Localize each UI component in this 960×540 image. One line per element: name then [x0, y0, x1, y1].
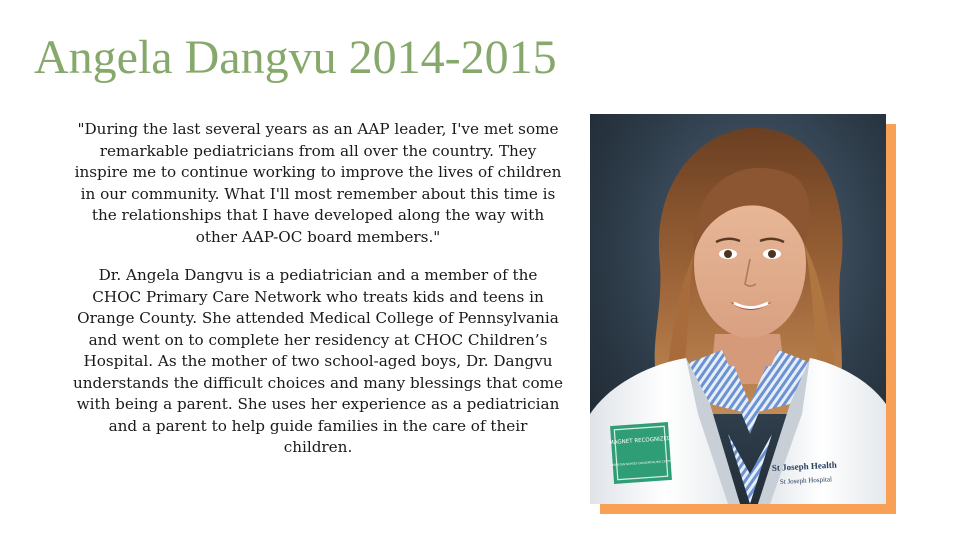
portrait-photo: [590, 114, 886, 504]
pin-text: MAGNET RECOGNIZED: [608, 435, 672, 447]
bio-paragraph: Dr. Angela Dangvu is a pediatrician and a member of the CHOC Primary Care Network who treats kids and teens in Orange County. She attended Medical College of Pennsylvania and went on to complete her residency at CHOC Children’s Hospital. As the mother of two school-aged boys, Dr. Dangvu understands the difficult choices and many blessings that come with being a parent. She uses her experience as a pediatrician and a parent to help guide families in the care of their children.: [72, 266, 564, 456]
text-block: [72, 119, 564, 459]
quote-paragraph: "During the last several years as an AAP leader, I've met some remarkable pediatricians from all over the country. They inspire me to continue working to improve the lives of children in our community. What I'll most remember about this time is the relationships that I have developed along the way with other AAP-OC board members.": [74, 120, 562, 246]
portrait-illustration: [590, 114, 886, 504]
coat-embroidery: St Joseph Health: [771, 459, 838, 473]
slide-title: Angela Dangvu 2014-2015: [34, 31, 557, 84]
magnet-pin: [609, 422, 673, 484]
pin-subtext: AMERICAN NURSES CREDENTIALING CENTER: [610, 458, 674, 468]
coat-embroidery-sub: St Joseph Hospital: [779, 475, 833, 486]
